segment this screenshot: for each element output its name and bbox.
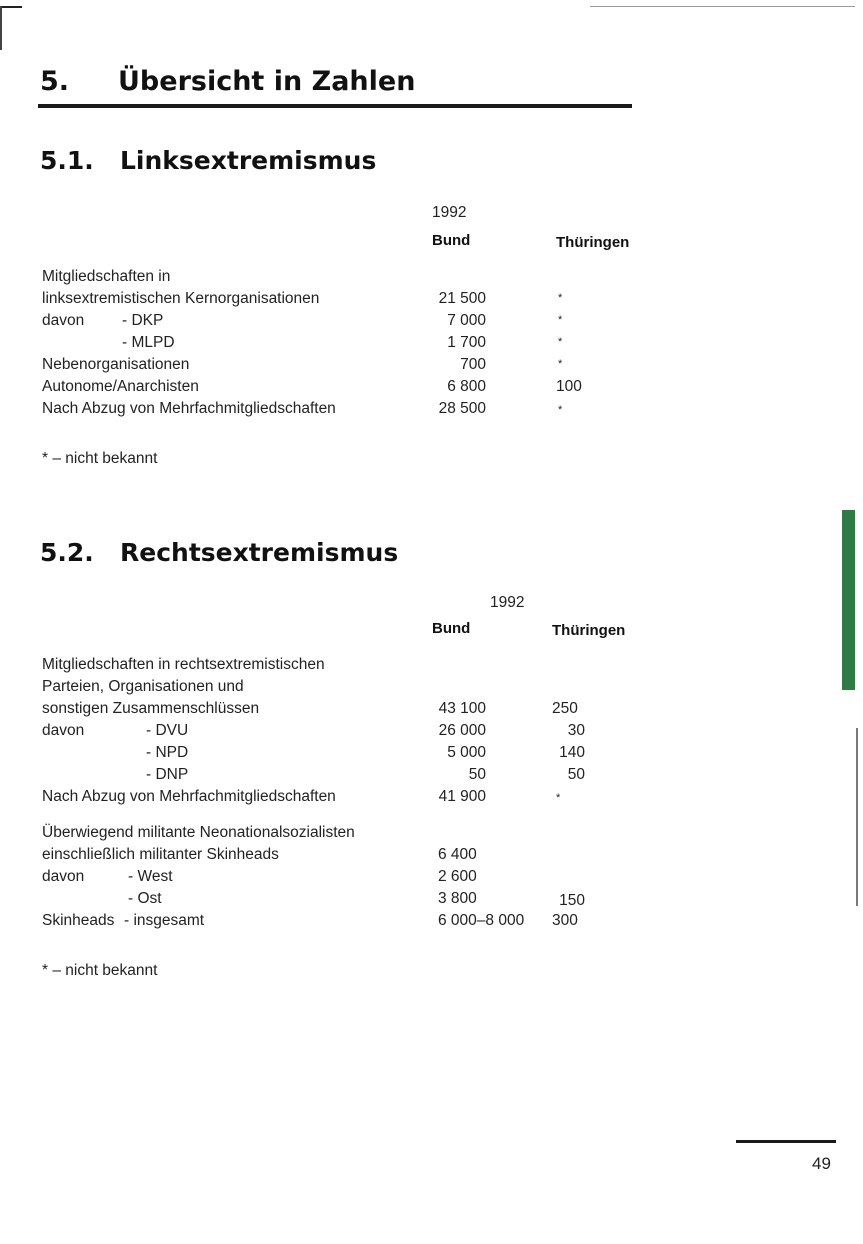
corner-mark-vertical — [0, 6, 2, 50]
s1-row-thueringen: * — [558, 292, 563, 304]
corner-mark-horizontal — [0, 6, 22, 8]
s2-row2-bund: 2 600 — [438, 868, 477, 885]
s2-row2-thueringen: 300 — [552, 912, 578, 929]
s2-row-thueringen: 250 — [552, 700, 578, 717]
s2-row2-bund: 6 000–8 000 — [438, 912, 525, 929]
s2-row2-label: einschließlich militanter Skinheads — [42, 846, 279, 863]
s2-row-label: sonstigen Zusammenschlüssen — [42, 700, 260, 717]
s2-row-thueringen: 50 — [567, 766, 585, 783]
s2-row2-label: - insgesamt — [124, 912, 205, 929]
margin-line — [856, 728, 858, 906]
section-1-footnote: * – nicht bekannt — [42, 450, 158, 467]
section-2-col-bund: Bund — [432, 620, 471, 637]
s1-row-thueringen: * — [558, 404, 563, 416]
s2-row2-prefix: davon — [42, 868, 85, 885]
s1-row-bund: 700 — [460, 356, 486, 373]
margin-tab-marker — [842, 510, 855, 690]
section-2-militant-line: Überwiegend militante Neonationalsozialisten — [42, 824, 355, 841]
s1-row-bund: 1 700 — [447, 334, 486, 351]
s2-row-label: - DVU — [146, 722, 189, 739]
section-2-col-thueringen: Thüringen — [552, 622, 626, 639]
section-2-footnote: * – nicht bekannt — [42, 962, 158, 979]
s2-row-prefix: davon — [42, 722, 85, 739]
chapter-title: Übersicht in Zahlen — [118, 66, 416, 97]
s2-row-bund: 5 000 — [447, 744, 486, 761]
section-1-intro: Mitgliedschaften in — [42, 268, 171, 285]
s1-row-thueringen: * — [558, 358, 563, 370]
section-2-intro-line: Mitgliedschaften in rechtsextremistischen — [42, 656, 325, 673]
s2-row2-prefix: Skinheads — [42, 912, 115, 929]
section-1-col-bund: Bund — [432, 232, 471, 249]
section-1-col-thueringen: Thüringen — [556, 234, 630, 251]
page-number: 49 — [812, 1154, 831, 1173]
s1-row-label: Nebenorganisationen — [42, 356, 190, 373]
s2-row-label: Nach Abzug von Mehrfachmitgliedschaften — [42, 788, 336, 805]
s2-row-label: - DNP — [146, 766, 189, 783]
chapter-number: 5. — [40, 66, 70, 97]
s2-row2-bund: 6 400 — [438, 846, 477, 863]
s1-row-label: - DKP — [122, 312, 164, 329]
section-1-year: 1992 — [432, 204, 467, 221]
s2-row2-label: - Ost — [128, 890, 162, 907]
s1-row-thueringen: * — [558, 336, 563, 348]
section-1-number: 5.1. — [40, 146, 94, 175]
s2-row-thueringen: 30 — [567, 722, 585, 739]
s1-row-bund: 6 800 — [447, 378, 486, 395]
s1-row-thueringen: 100 — [556, 378, 582, 395]
section-2-number: 5.2. — [40, 538, 94, 567]
s1-row-label: Nach Abzug von Mehrfachmitgliedschaften — [42, 400, 336, 417]
chapter-rule — [38, 104, 632, 108]
s2-row-bund: 50 — [468, 766, 486, 783]
s2-row2-thueringen: 150 — [559, 892, 585, 909]
s1-row-bund: 28 500 — [438, 400, 486, 417]
section-2-year: 1992 — [490, 594, 525, 611]
s1-row-bund: 7 000 — [447, 312, 486, 329]
s2-row-label: - NPD — [146, 744, 189, 761]
s2-row-thueringen: * — [556, 792, 561, 804]
s1-row-label: - MLPD — [122, 334, 175, 351]
s2-row-bund: 26 000 — [438, 722, 486, 739]
s2-row2-label: - West — [128, 868, 173, 885]
s1-row-prefix: davon — [42, 312, 85, 329]
section-1-title: Linksextremismus — [120, 146, 377, 175]
s2-row-thueringen: 140 — [559, 744, 585, 761]
s2-row-bund: 41 900 — [438, 788, 486, 805]
s1-row-thueringen: * — [558, 314, 563, 326]
s1-row-label: linksextremistischen Kernorganisationen — [42, 290, 320, 307]
section-2-title: Rechtsextremismus — [120, 538, 399, 567]
s2-row2-bund: 3 800 — [438, 890, 477, 907]
top-rule — [590, 6, 855, 7]
section-2-intro-line: Parteien, Organisationen und — [42, 678, 244, 695]
s2-row-bund: 43 100 — [438, 700, 486, 717]
s1-row-label: Autonome/Anarchisten — [42, 378, 199, 395]
footer-rule — [736, 1140, 836, 1143]
s1-row-bund: 21 500 — [438, 290, 486, 307]
